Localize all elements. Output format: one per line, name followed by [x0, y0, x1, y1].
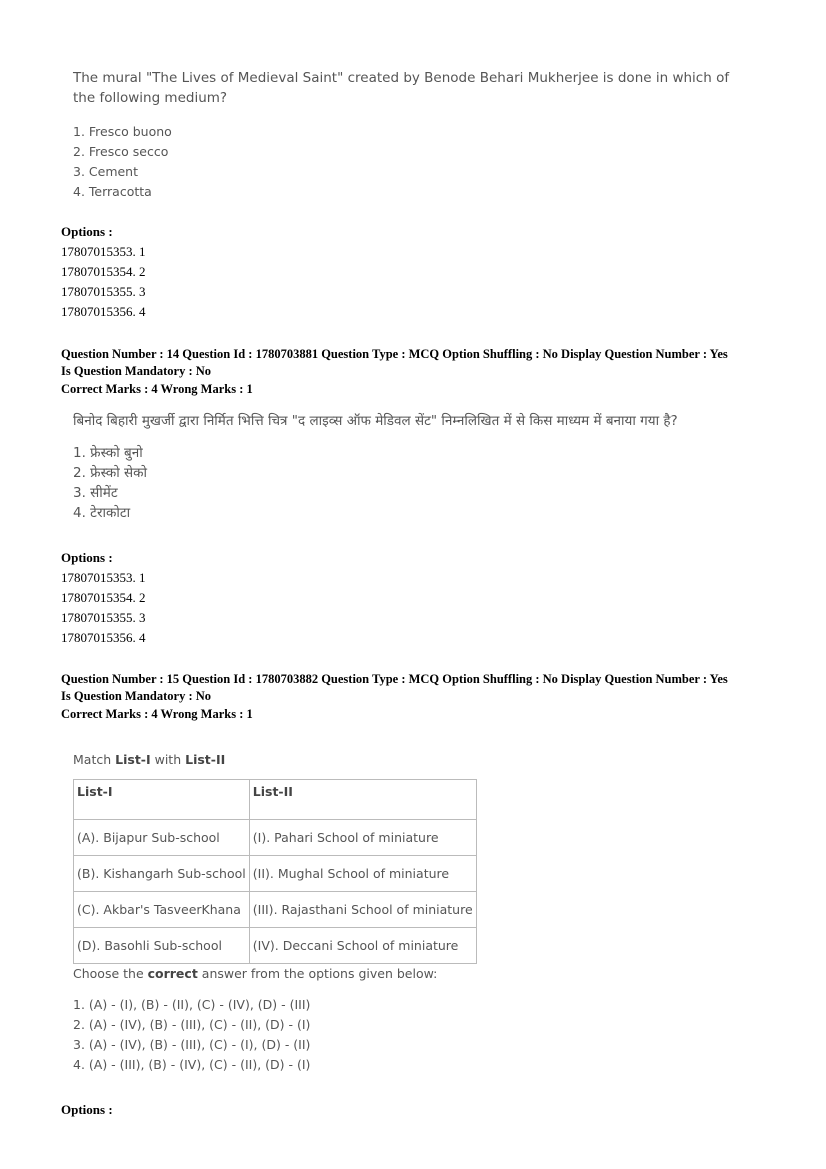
q13-question-image [73, 68, 733, 202]
options-label: Options : [61, 224, 113, 239]
option-id: 17807015354. 2 [61, 264, 146, 279]
match-table [73, 779, 477, 964]
q15-meta-line: Is Question Mandatory : No [61, 688, 212, 703]
table-cell: (B). Kishangarh Sub-school [74, 856, 250, 892]
q13-choice-4: 4. Terracotta [73, 184, 152, 199]
option-id: 17807015356. 4 [61, 630, 146, 645]
table-cell: (C). Akbar's TasveerKhana [74, 892, 250, 928]
q14-question-image [73, 411, 773, 523]
q13-choice-3: 3. Cement [73, 164, 139, 179]
table-cell: (A). Bijapur Sub-school [74, 820, 250, 856]
option-id: 17807015355. 3 [61, 284, 146, 299]
q13-choice-2: 2. Fresco secco [73, 144, 169, 159]
list-1-label: List-I [115, 752, 151, 767]
option-id: 17807015353. 1 [61, 570, 146, 585]
q15-meta-line: Correct Marks : 4 Wrong Marks : 1 [61, 707, 253, 721]
q13-choice-1: 1. Fresco buono [73, 124, 172, 139]
option-id: 17807015356. 4 [61, 304, 146, 319]
q14-choices [73, 443, 773, 523]
table-cell: (II). Mughal School of miniature [249, 856, 476, 892]
table-row [74, 928, 477, 964]
q13-question-text: The mural "The Lives of Medieval Saint" created by Benode Behari Mukherjee is done in which of the following medium? [73, 70, 730, 106]
table-cell: (IV). Deccani School of miniature [249, 928, 476, 964]
q14-meta [61, 346, 781, 398]
q14-meta-line: Correct Marks : 4 Wrong Marks : 1 [61, 382, 253, 396]
q15-choice-3: 3. (A) - (IV), (B) - (III), (C) - (I), (D) - (II) [73, 1037, 311, 1052]
q15-choice-4: 4. (A) - (III), (B) - (IV), (C) - (II), (D) - (I) [73, 1057, 311, 1072]
q14-choice-2: 2. फ्रेस्को सेको [73, 465, 147, 481]
table-cell: (III). Rajasthani School of miniature [249, 892, 476, 928]
q14-choice-4: 4. टेराकोटा [73, 505, 131, 521]
q14-choice-1: 1. फ्रेस्को बुनो [73, 445, 143, 461]
options-label: Options : [61, 1102, 113, 1117]
q15-options-block [61, 1100, 113, 1120]
q14-question-text: बिनोद बिहारी मुखर्जी द्वारा निर्मित भित्ति चित्र "द लाइव्स ऑफ मेडिवल सेंट" निम्नलिखित में से किस माध्यम में बनाया गया है? [73, 413, 678, 429]
match-instruction: Match List-I with List-II [73, 752, 226, 767]
q15-choice-1: 1. (A) - (I), (B) - (II), (C) - (IV), (D) - (III) [73, 997, 311, 1012]
q15-choices [73, 995, 573, 1075]
q14-options-block [61, 548, 146, 648]
table-row [74, 820, 477, 856]
q15-choice-2: 2. (A) - (IV), (B) - (III), (C) - (II), (D) - (I) [73, 1017, 311, 1032]
option-id: 17807015355. 3 [61, 610, 146, 625]
table-cell: (D). Basohli Sub-school [74, 928, 250, 964]
list-2-label: List-II [185, 752, 226, 767]
option-id: 17807015354. 2 [61, 590, 146, 605]
table-header-row [74, 780, 477, 820]
table-header-cell: List-II [249, 780, 476, 820]
table-row [74, 892, 477, 928]
q13-options-block [61, 222, 146, 322]
option-id: 17807015353. 1 [61, 244, 146, 259]
q15-question-image [73, 752, 573, 1075]
options-label: Options : [61, 550, 113, 565]
q14-choice-3: 3. सीमेंट [73, 485, 118, 501]
table-cell: (I). Pahari School of miniature [249, 820, 476, 856]
table-header-cell: List-I [74, 780, 250, 820]
table-row [74, 856, 477, 892]
choose-instruction: Choose the correct answer from the options given below: [73, 966, 438, 981]
q14-meta-line: Is Question Mandatory : No [61, 363, 212, 378]
q15-meta [61, 671, 781, 723]
q13-choices [73, 122, 733, 202]
q14-meta-line: Question Number : 14 Question Id : 1780703881 Question Type : MCQ Option Shuffling : No Display Question Number : Yes [61, 347, 728, 361]
q15-meta-line: Question Number : 15 Question Id : 1780703882 Question Type : MCQ Option Shuffling : No Display Question Number : Yes [61, 672, 728, 686]
